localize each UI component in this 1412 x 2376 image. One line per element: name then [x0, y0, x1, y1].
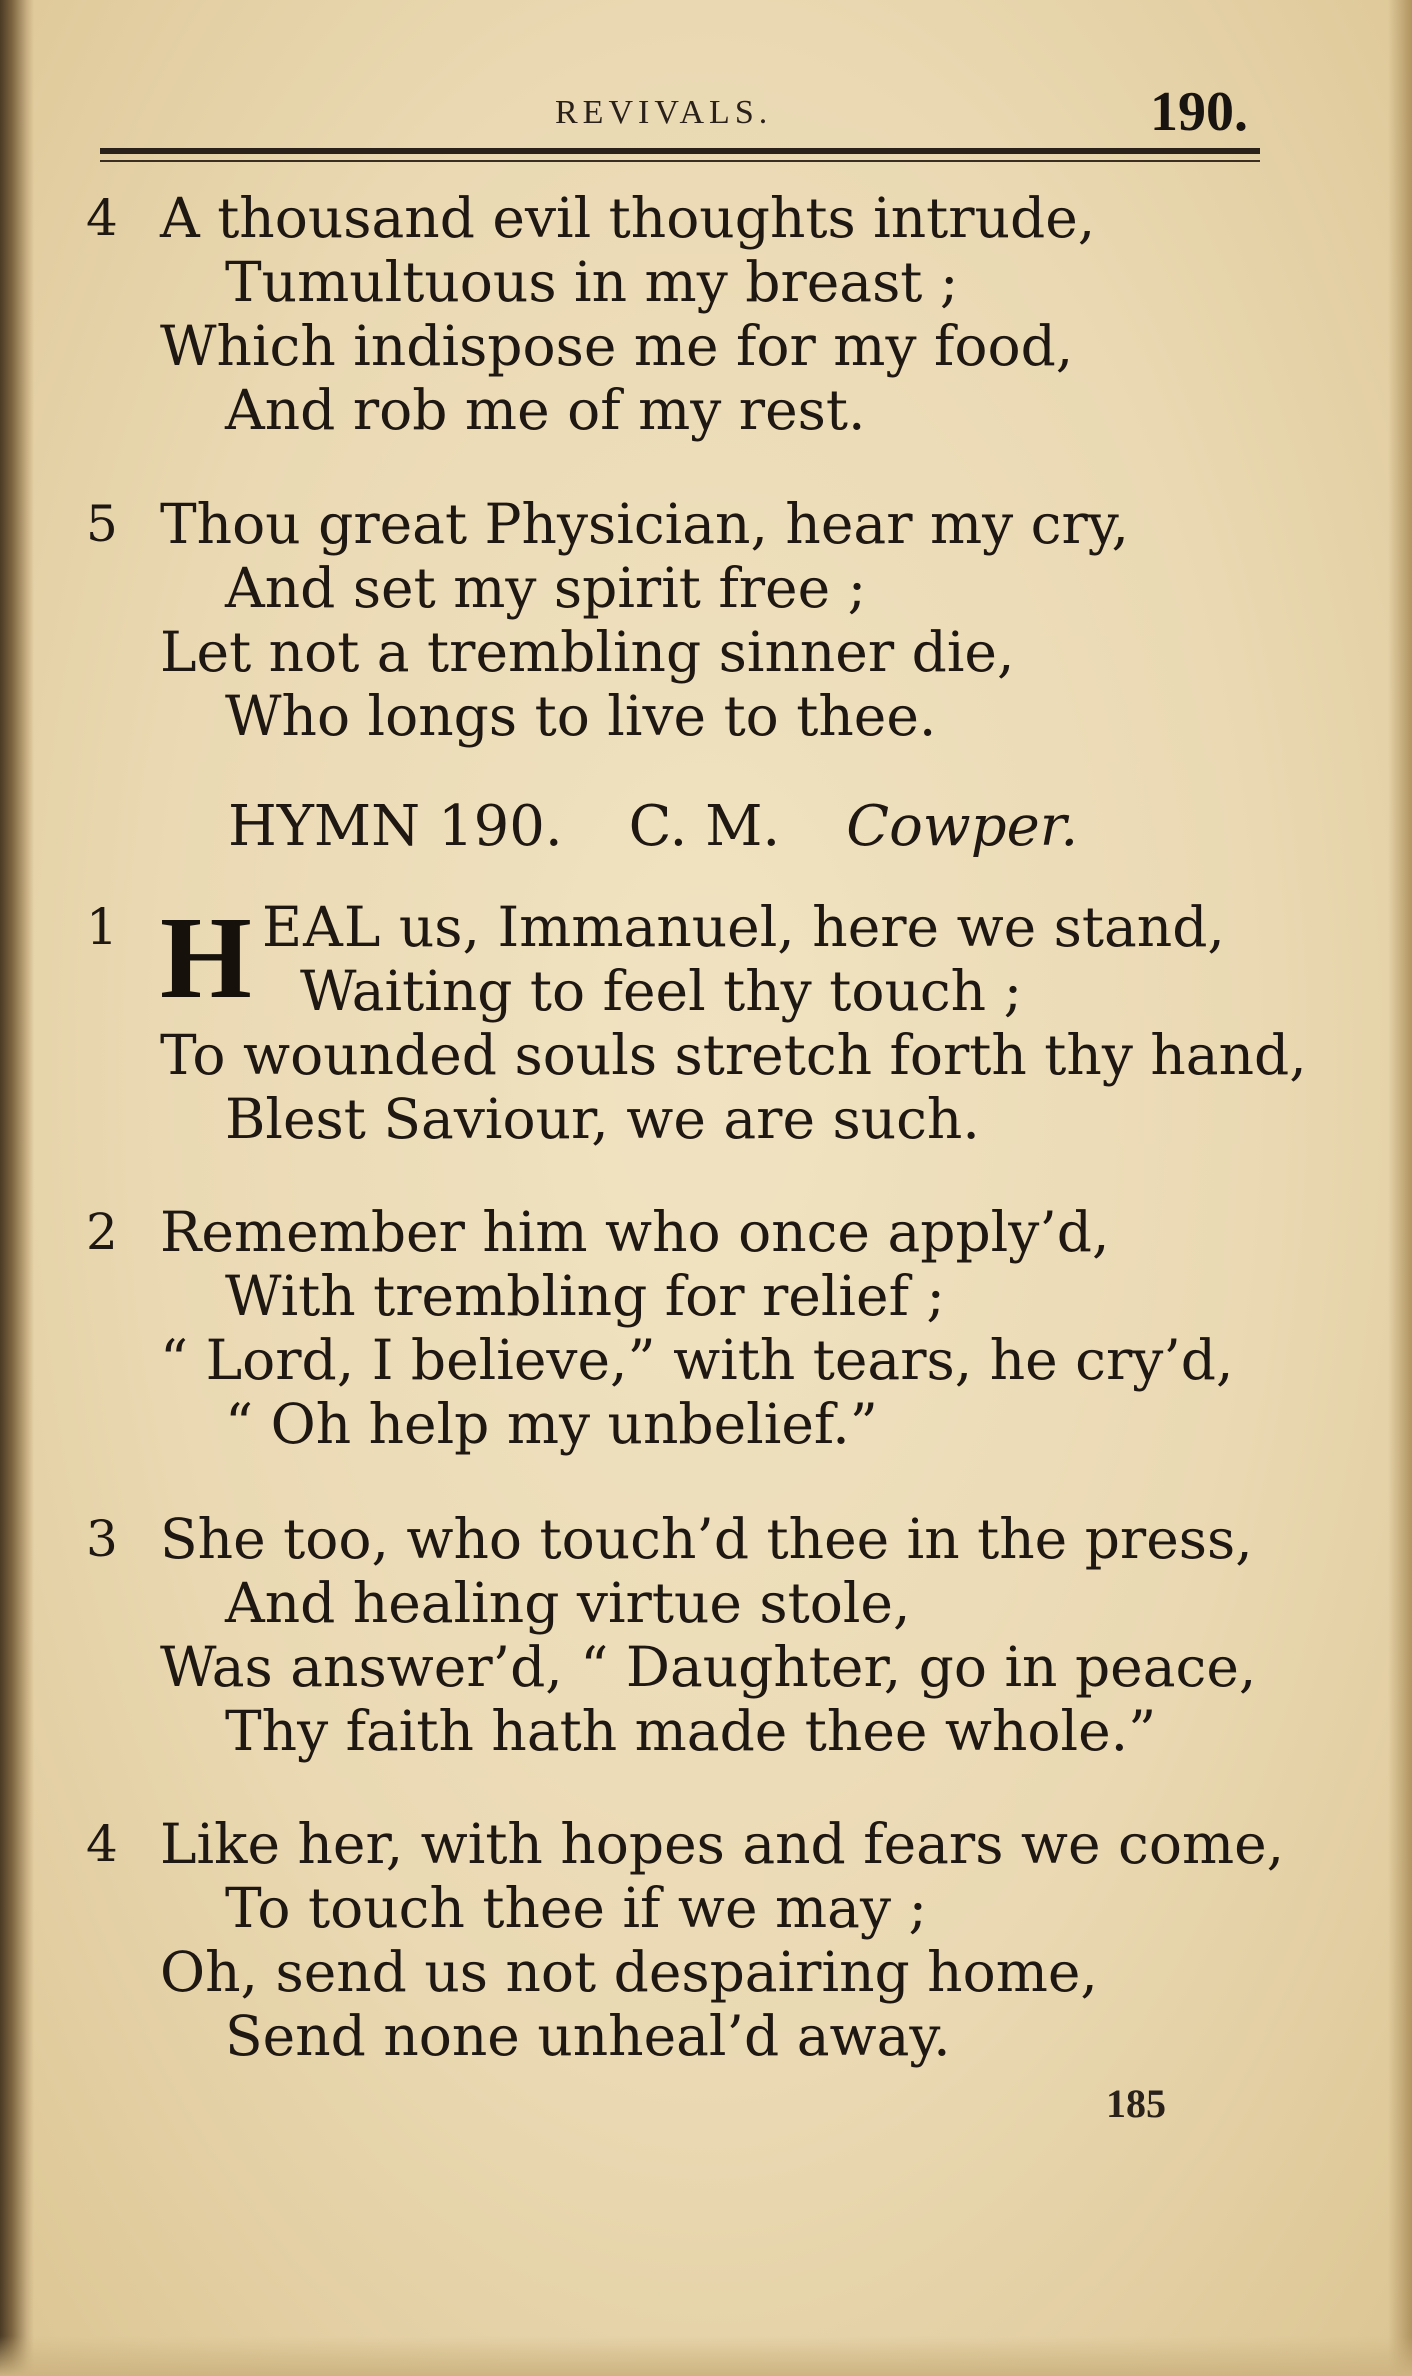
- running-head: [100, 80, 1260, 150]
- verse-line: With trembling for relief ;: [225, 1264, 945, 1328]
- verse-line: “ Lord, I believe,” with tears, he cry’d,: [160, 1328, 1234, 1392]
- verse-line: Was answer’d, “ Daughter, go in peace,: [160, 1635, 1257, 1699]
- verse-line: Thou great Physician, hear my cry,: [160, 492, 1130, 556]
- stanza-number: 2: [86, 1203, 118, 1261]
- verse-line: Like her, with hopes and fears we come,: [160, 1812, 1285, 1876]
- verse-line: To touch thee if we may ;: [225, 1876, 928, 1940]
- verse-line: Tumultuous in my breast ;: [225, 250, 959, 314]
- book-spine-shadow: [0, 0, 34, 2376]
- page-hymn-number: 190.: [1150, 81, 1248, 143]
- section-title: REVIVALS.: [555, 94, 773, 131]
- page-edge-shadow: [1388, 0, 1412, 2376]
- verse-line: Which indispose me for my food,: [160, 314, 1074, 378]
- verse-line: Remember him who once apply’d,: [160, 1200, 1110, 1264]
- verse-line: A thousand evil thoughts intrude,: [160, 186, 1096, 250]
- verse-line: Oh, send us not despairing home,: [160, 1940, 1098, 2004]
- verse-line: And set my spirit free ;: [225, 556, 867, 620]
- verse-line: She too, who touch’d thee in the press,: [160, 1507, 1253, 1571]
- verse-line: [262, 895, 1225, 959]
- hymn-meter: C. M.: [628, 794, 781, 859]
- hymn-author: Cowper.: [846, 794, 1079, 859]
- hymn-title: HYMN 190.: [228, 794, 563, 859]
- verse-line-rest: us, Immanuel, here we stand,: [381, 895, 1225, 959]
- verse-line: And healing virtue stole,: [225, 1571, 911, 1635]
- stanza-number: 4: [86, 189, 118, 247]
- verse-line: And rob me of my rest.: [225, 378, 866, 442]
- verse-line: Who longs to live to thee.: [225, 684, 937, 748]
- verse-line: Let not a trembling sinner die,: [160, 620, 1015, 684]
- header-rule-thick: [100, 148, 1260, 154]
- verse-line: “ Oh help my unbelief.”: [225, 1392, 878, 1456]
- verse-line: Blest Saviour, we are such.: [225, 1087, 980, 1151]
- stanza-number: 5: [86, 495, 118, 553]
- verse-line: Waiting to feel thy touch ;: [300, 959, 1023, 1023]
- verse-line: To wounded souls stretch forth thy hand,: [160, 1023, 1307, 1087]
- verse-line: Send none unheal’d away.: [225, 2004, 951, 2068]
- stanza-number: 1: [86, 898, 118, 956]
- header-rule-thin: [100, 160, 1260, 162]
- signature-mark: 185: [1106, 2081, 1166, 2126]
- small-caps-word: EAL: [262, 895, 382, 959]
- drop-cap: H: [160, 892, 252, 1023]
- stanza-number: 4: [86, 1815, 118, 1873]
- verse-line: Thy faith hath made thee whole.”: [225, 1699, 1157, 1763]
- page-bottom-shadow: [0, 2336, 1412, 2376]
- stanza-number: 3: [86, 1510, 118, 1568]
- hymn-heading: [228, 792, 1078, 862]
